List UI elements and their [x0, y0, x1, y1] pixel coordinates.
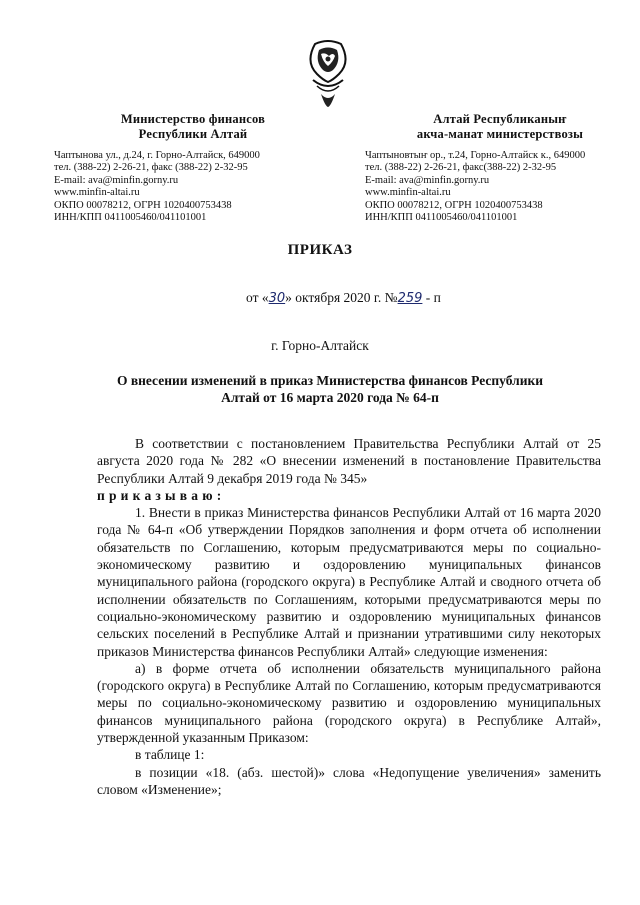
org-name-alt-line1: Алтай Республиканыҥ — [433, 112, 567, 126]
org-name-ru-line2: Республики Алтай — [138, 127, 248, 141]
website-ru: www.minfin-altai.ru — [54, 187, 140, 199]
coat-of-arms-emblem — [305, 40, 351, 108]
header-left-russian — [54, 112, 328, 224]
address-ru: Чаптынова ул., д.24, г. Горно-Алтайск, 649000 — [54, 150, 260, 161]
website-alt: www.minfin-altai.ru — [365, 187, 451, 199]
order-number-handwritten: 259 — [397, 291, 423, 306]
table-reference: в таблице 1: — [135, 747, 205, 763]
number-suffix: - п — [422, 290, 441, 305]
preamble-paragraph: В соответствии с постановлением Правительства Республики Алтай от 25 августа 2020 года № 282 «О внесении изменений в постановление Правительства Республики Алтай 9 декабря 2019 года № 345» — [97, 436, 601, 486]
order-subject — [95, 372, 565, 406]
document-type-title: ПРИКАЗ — [287, 242, 353, 258]
org-name-ru-line1: Министерство финансов — [120, 112, 266, 126]
subject-line1: О внесении изменений в приказ Министерства финансов Республики — [116, 373, 544, 388]
position-paragraph: в позиции «18. (абз. шестой)» слова «Недопущение увеличения» заменить словом «Изменение»; — [97, 764, 601, 797]
address-alt: Чаптыновтыҥ ор., т.24, Горно-Алтайск к., 649000 — [365, 150, 586, 161]
item-1-paragraph: 1. Внести в приказ Министерства финансов Республики Алтай от 16 марта 2020 года № 64-п «Об утверждении Порядков заполнения и форм отчета об исполнении обязательств по Соглашению, которым предусматриваются меры по социально-экономическому развитию и оздоровлению муниципальных финансов муниципального района (городского округа) в Республике Алтай и сводного отчета об исполнении обязательств по Соглашениям, которыми предусматриваются меры по социально-экономическому развитию и оздоровлению муниципальных финансов сельских поселений в Республике Алтай и признании утратившими силу некоторых приказов Министерства финансов Республики Алтай» следующие изменения: — [97, 505, 601, 659]
inn-ru: ИНН/КПП 0411005460/041101001 — [54, 212, 207, 224]
inn-alt: ИНН/КПП 0411005460/041101001 — [365, 212, 518, 224]
date-middle: » октября 2020 г. № — [285, 290, 398, 305]
header-right-altai — [365, 112, 635, 224]
order-body — [97, 435, 601, 798]
item-a-paragraph: а) в форме отчета об исполнении обязательств муниципального района (городского округа) в Республике Алтай по Соглашению, которым предусматриваются меры по социально-экономическому развитию и оздоровлению муниципальных финансов муниципального района (городского округа) в Республике Алтай», утвержденной указанным Приказом: — [97, 660, 601, 746]
phone-ru: тел. (388-22) 2-26-21, факс (388-22) 2-32-95 — [54, 162, 248, 174]
subject-line2: Алтай от 16 марта 2020 года № 64-п — [221, 390, 439, 405]
phone-alt: тел. (388-22) 2-26-21, факс(388-22) 2-32-95 — [365, 162, 557, 174]
okpo-alt: ОКПО 00078212, ОГРН 1020400753438 — [365, 199, 543, 211]
city-line: г. Горно-Алтайск — [271, 338, 369, 353]
order-word: приказываю: — [97, 487, 226, 503]
okpo-ru: ОКПО 00078212, ОГРН 1020400753438 — [54, 199, 232, 211]
date-prefix: от « — [246, 290, 269, 305]
contacts-ru — [54, 150, 328, 224]
date-number-line — [246, 290, 441, 306]
email-alt: E-mail: ava@minfin.gorny.ru — [365, 174, 490, 186]
date-day-handwritten: 30 — [268, 291, 286, 306]
email-ru: E-mail: ava@minfin.gorny.ru — [54, 174, 179, 186]
org-name-alt-line2: акча-манат министерствозы — [416, 127, 584, 141]
contacts-alt — [365, 150, 635, 224]
